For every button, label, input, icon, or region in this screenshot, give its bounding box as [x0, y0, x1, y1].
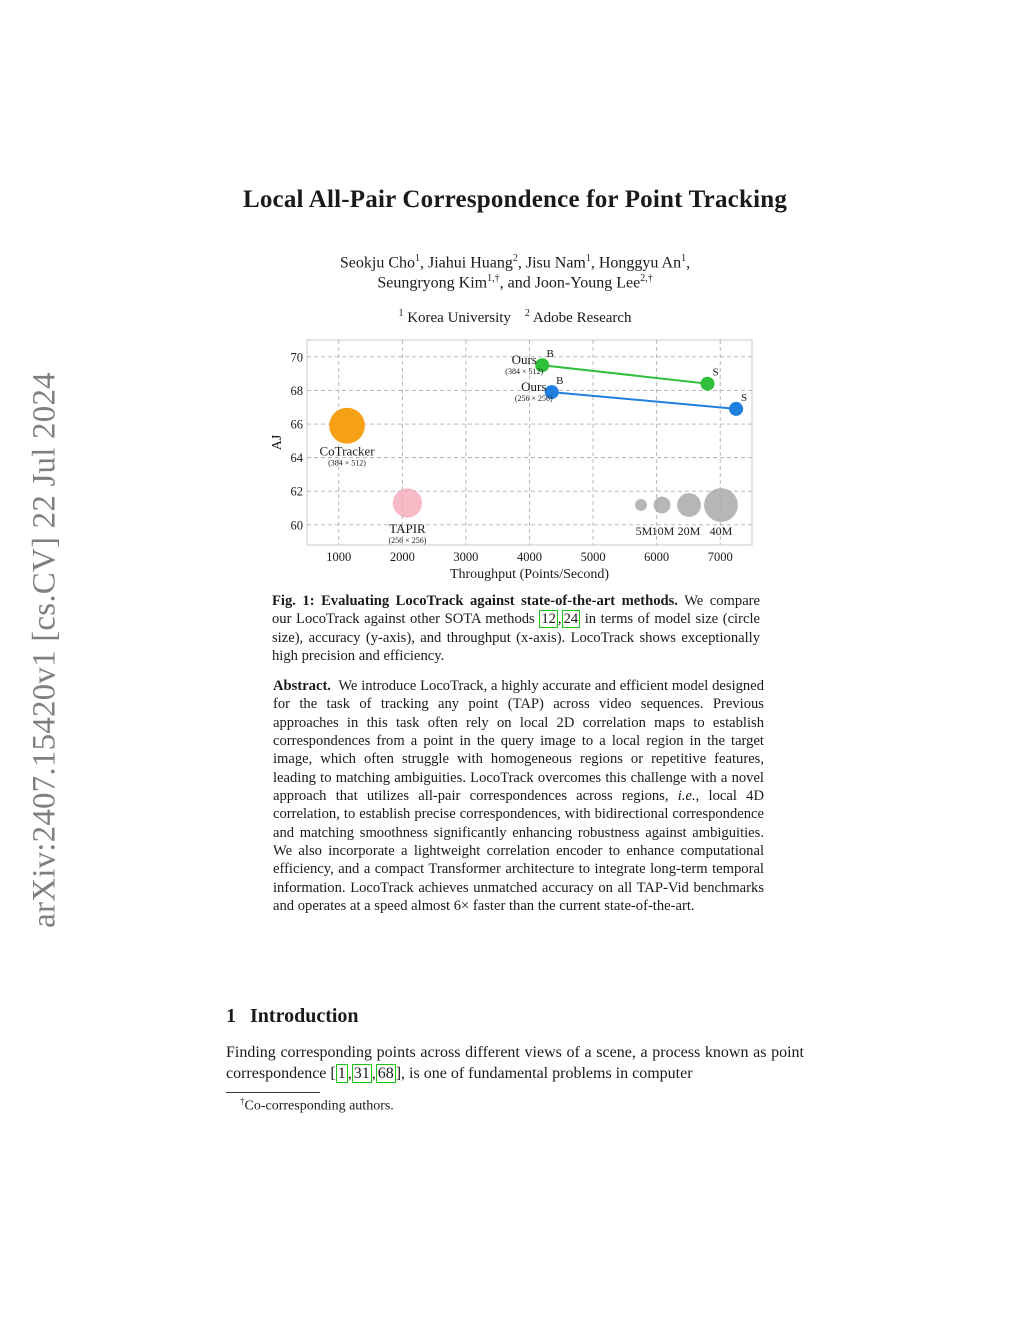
x-tick-label: 4000: [517, 550, 542, 564]
caption-text: We compare our LocoTrack against other SOTA methods: [272, 593, 761, 628]
size-legend-label: 20M: [677, 524, 701, 538]
x-tick-label: 2000: [389, 550, 415, 564]
author-name: Seokju Cho: [339, 254, 415, 272]
author-name: Joon-Young Lee: [534, 274, 641, 292]
figure-chart: [0, 0, 1024, 600]
size-legend-circle: [654, 497, 671, 514]
baseline-point: [393, 488, 422, 517]
point-label: S: [741, 391, 748, 404]
intro-text: Finding corresponding points across different views of a scene, a process known as point correspondence: [226, 1044, 804, 1082]
affil-sup: 1: [398, 308, 404, 319]
abstract-ie: i.e.: [677, 788, 696, 805]
author-affil: 1: [415, 253, 420, 264]
citation-link[interactable]: 31: [353, 1064, 370, 1082]
author-affil: 1: [585, 253, 591, 264]
figure-caption: Fig. 1: Evaluating LocoTrack against state-of-the-art methods. We compare our LocoTrack against other SOTA methods 12 , 24 in terms of model size (circle size), accuracy (y-axis), and throughput (x-axis). LocoTrack shows exceptionally high precision and efficiency.: [272, 593, 761, 664]
size-legend-label: 10M: [651, 524, 675, 538]
baseline-point: [329, 408, 365, 444]
x-tick-label: 1000: [326, 550, 352, 564]
x-tick-label: 3000: [453, 550, 479, 564]
y-tick-label: 62: [290, 484, 303, 499]
baseline-name: CoTracker: [319, 443, 375, 459]
x-tick-label: 7000: [707, 550, 733, 564]
citation-link[interactable]: 24: [563, 611, 579, 628]
x-tick-label: 5000: [580, 550, 606, 564]
caption-text: in terms of model size (circle size), accuracy (y-axis), and throughput (x-axis). LocoTrack shows exceptionally high precision and efficiency.: [272, 611, 760, 664]
size-legend-label: 5M: [635, 524, 653, 538]
author-name: Honggyu An: [598, 254, 682, 272]
y-tick-label: 64: [290, 451, 303, 466]
citation-link[interactable]: 68: [377, 1064, 394, 1082]
abstract: [273, 677, 764, 915]
size-legend-circle: [635, 499, 647, 511]
point-label: S: [712, 366, 719, 379]
baseline-resolution: (384 × 512): [328, 458, 366, 468]
y-tick-label: 66: [290, 417, 303, 432]
caption-label: Fig. 1: Evaluating LocoTrack against state-of-the-art methods.: [272, 593, 678, 609]
author-line-1: Seokju Cho$^1$, Jiahui Huang$^2$, Jisu Nam$^1$, Honggyu An$^1$,: [339, 253, 691, 272]
y-axis-label: AJ: [270, 434, 285, 451]
author-affil: 2: [512, 253, 518, 264]
baseline-resolution: (256 × 256): [388, 535, 427, 545]
size-legend-circle: [704, 488, 738, 522]
series-point: [729, 402, 743, 416]
intro-text: , is one of fundamental problems in computer: [401, 1064, 693, 1082]
author-affil: 2,†: [640, 273, 653, 284]
footnote: [240, 1096, 394, 1115]
x-tick-label: 6000: [644, 550, 670, 564]
author-affil: 1: [681, 253, 687, 264]
series-name: Ours: [521, 379, 547, 395]
series-resolution: (256 × 256): [514, 394, 553, 404]
authors-and: and: [507, 274, 531, 292]
author-name: Jiahui Huang: [428, 254, 513, 272]
size-legend-label: 40M: [709, 524, 733, 538]
footnote-text: Co-corresponding authors.: [244, 1098, 394, 1114]
series-resolution: (384 × 512): [505, 367, 544, 377]
abstract-label: Abstract.: [273, 678, 331, 694]
author-name: Jisu Nam: [525, 254, 586, 272]
y-tick-label: 68: [290, 383, 303, 398]
author-name: Seungryong Kim: [377, 274, 488, 292]
x-axis-label: Throughput (Points/Second): [449, 567, 610, 582]
affil-name: Korea University: [407, 310, 511, 326]
arxiv-stamp: arXiv:2407.15420v1 [cs.CV] 22 Jul 2024: [26, 372, 63, 928]
series-point: [701, 377, 715, 391]
section-number: 1: [226, 1005, 236, 1027]
y-tick-label: 70: [290, 350, 303, 365]
point-label: B: [556, 375, 564, 388]
abstract-text: We introduce LocoTrack, a highly accurate and efficient model designed for the task of tracking any point (TAP) across video sequences. Previous approaches in this task often rely on local 2D correlation maps to establish correspondences from a point in the query image to a local region in the target image, which often struggle with homogeneous regions or repetitive features, leading to matching ambiguities. LocoTrack overcomes this challenge with a novel approach that utilizes all-pair correspondences across regions,: [273, 678, 764, 805]
series-name: Ours: [511, 352, 537, 368]
section-title: Introduction: [250, 1005, 359, 1027]
abstract-text: , local 4D correlation, to establish precise correspondences, with bidirectional correspondence and matching smoothness significantly enhancing robustness against ambiguities. We also incorporate a lightweight correlation encoder to enhance computational efficiency, and a compact Transformer architecture to integrate long-term temporal information. LocoTrack achieves unmatched accuracy on all TAP-Vid benchmarks and operates at a speed almost 6× faster than the current state-of-the-art.: [273, 788, 764, 915]
intro-paragraph: Finding corresponding points across different views of a scene, a process known as point correspondence [ 1 , 31 , 68 ], is one of fundamental problems in computer: [226, 1044, 804, 1082]
citation-link[interactable]: 1: [337, 1064, 346, 1082]
footnote-mark: †: [240, 1096, 245, 1106]
section-heading: [226, 1005, 359, 1028]
author-affil: 1,†: [487, 273, 500, 284]
baseline-name: TAPIR: [389, 520, 426, 536]
point-label: B: [546, 348, 554, 361]
author-line-2: Seungryong Kim$^{1,\dagger}$, and Joon-Young Lee$^{2,\dagger}$: [377, 273, 653, 292]
affil-sup: 2: [524, 308, 530, 319]
paper-title: Local All-Pair Correspondence for Point Tracking: [242, 186, 788, 213]
affil-name: Adobe Research: [532, 310, 632, 326]
citation-link[interactable]: 12: [541, 611, 556, 628]
size-legend-circle: [677, 493, 701, 517]
y-tick-label: 60: [290, 518, 303, 533]
footnote-rule: [226, 1092, 320, 1093]
